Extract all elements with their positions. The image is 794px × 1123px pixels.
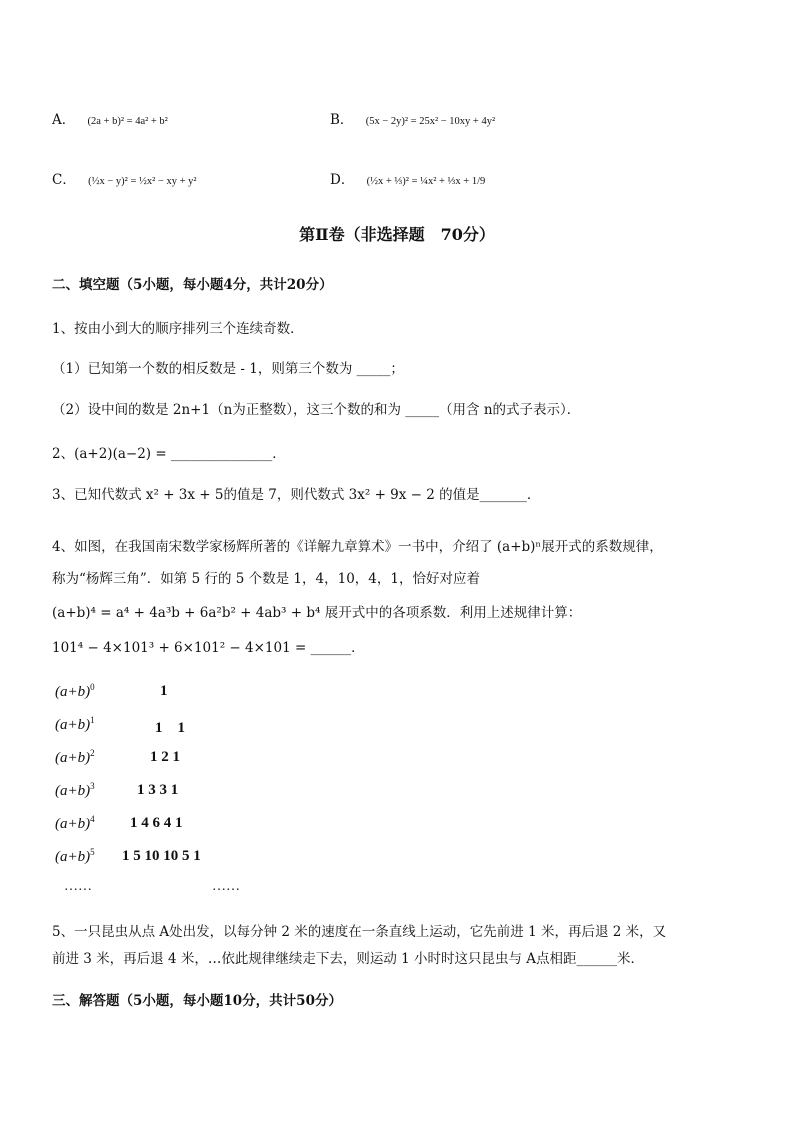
triangle-row-coeffs: 1 4 6 4 1 bbox=[130, 815, 183, 831]
question-5-line-1: 5、一只昆虫从点 A处出发，以每分钟 2 米的速度在一条直线上运动，它先前进 1 米，再后退 2 米，又 bbox=[52, 924, 667, 940]
question-4-line-3: (a+b)⁴ = a⁴ + 4a³b + 6a²b² + 4ab³ + b⁴ 展开式中的各项系数．利用上述规律计算： bbox=[52, 605, 582, 621]
triangle-dots-left: …… bbox=[64, 879, 92, 894]
question-3: 3、已知代数式 x² + 3x + 5的值是 7，则代数式 3x² + 9x − 2 的值是_______． bbox=[52, 487, 541, 503]
option-b-label: B． bbox=[330, 112, 354, 128]
option-c-formula: (½x − y)² = ½x² − xy + y² bbox=[88, 176, 197, 187]
option-a bbox=[52, 108, 168, 128]
triangle-row-coeffs: 1 3 3 1 bbox=[137, 782, 179, 798]
section-heading-solve: 三、解答题（5小题，每小题10分，共计50分） bbox=[52, 993, 342, 1009]
option-b-formula: (5x − 2y)² = 25x² − 10xy + 4y² bbox=[365, 116, 496, 127]
question-1-sub-2: （2）设中间的数是 2n+1（n为正整数），这三个数的和为 _____（用含 n的式子表示）． bbox=[52, 402, 581, 418]
question-5-line-2: 前进 3 米，再后退 4 米，…依此规律继续走下去，则运动 1 小时时这只昆虫与 A点相距______米． bbox=[52, 951, 645, 967]
triangle-row-expr: $(a+b)^5$ bbox=[55, 847, 95, 865]
part-title: 第Ⅱ卷（非选择题 70分） bbox=[299, 225, 495, 244]
triangle-row-coeffs: 1 2 1 bbox=[150, 749, 180, 765]
triangle-row-coeffs: 1 bbox=[160, 683, 168, 699]
question-1-stem: 1、按由小到大的顺序排列三个连续奇数． bbox=[52, 321, 304, 337]
triangle-row-expr: $(a+b)^2$ bbox=[55, 748, 95, 766]
option-d-label: D． bbox=[330, 172, 355, 188]
triangle-row-coeffs: 1 5 10 10 5 1 bbox=[122, 848, 201, 864]
triangle-row-expr: $(a+b)^3$ bbox=[55, 781, 95, 799]
option-a-formula: (2a + b)² = 4a² + b² bbox=[87, 116, 168, 127]
option-d-formula: (½x + ⅓)² = ¼x² + ⅓x + 1/9 bbox=[366, 176, 486, 187]
option-c-label: C． bbox=[52, 172, 76, 188]
question-4-line-4: 101⁴ − 4×101³ + 6×101² − 4×101 = ______． bbox=[52, 640, 365, 656]
option-b bbox=[330, 108, 495, 128]
triangle-row-expr: $(a+b)^1$ bbox=[55, 715, 95, 733]
question-1-sub-1: （1）已知第一个数的相反数是 - 1，则第三个数为 _____； bbox=[52, 361, 404, 377]
triangle-row-expr: $(a+b)^4$ bbox=[55, 814, 95, 832]
question-4-line-1: 4、如图，在我国南宋数学家杨辉所著的《详解九章算术》一书中，介绍了 (a+b)ⁿ展开式的系数规律， bbox=[52, 539, 663, 555]
section-heading-fill-blank: 二、填空题（5小题，每小题4分，共计20分） bbox=[52, 277, 333, 293]
triangle-row-expr: $(a+b)^0$ bbox=[55, 682, 95, 700]
option-d bbox=[330, 168, 485, 188]
option-a-label: A． bbox=[52, 112, 76, 128]
triangle-dots-right: …… bbox=[212, 879, 240, 894]
option-c bbox=[52, 168, 197, 188]
question-2: 2、(a+2)(a−2) = _______________． bbox=[52, 446, 286, 462]
triangle-row-coeffs: 1 1 bbox=[155, 720, 186, 736]
question-4-line-2: 称为“杨辉三角”．如第 5 行的 5 个数是 1，4，10，4，1，恰好对应着 bbox=[52, 571, 480, 587]
